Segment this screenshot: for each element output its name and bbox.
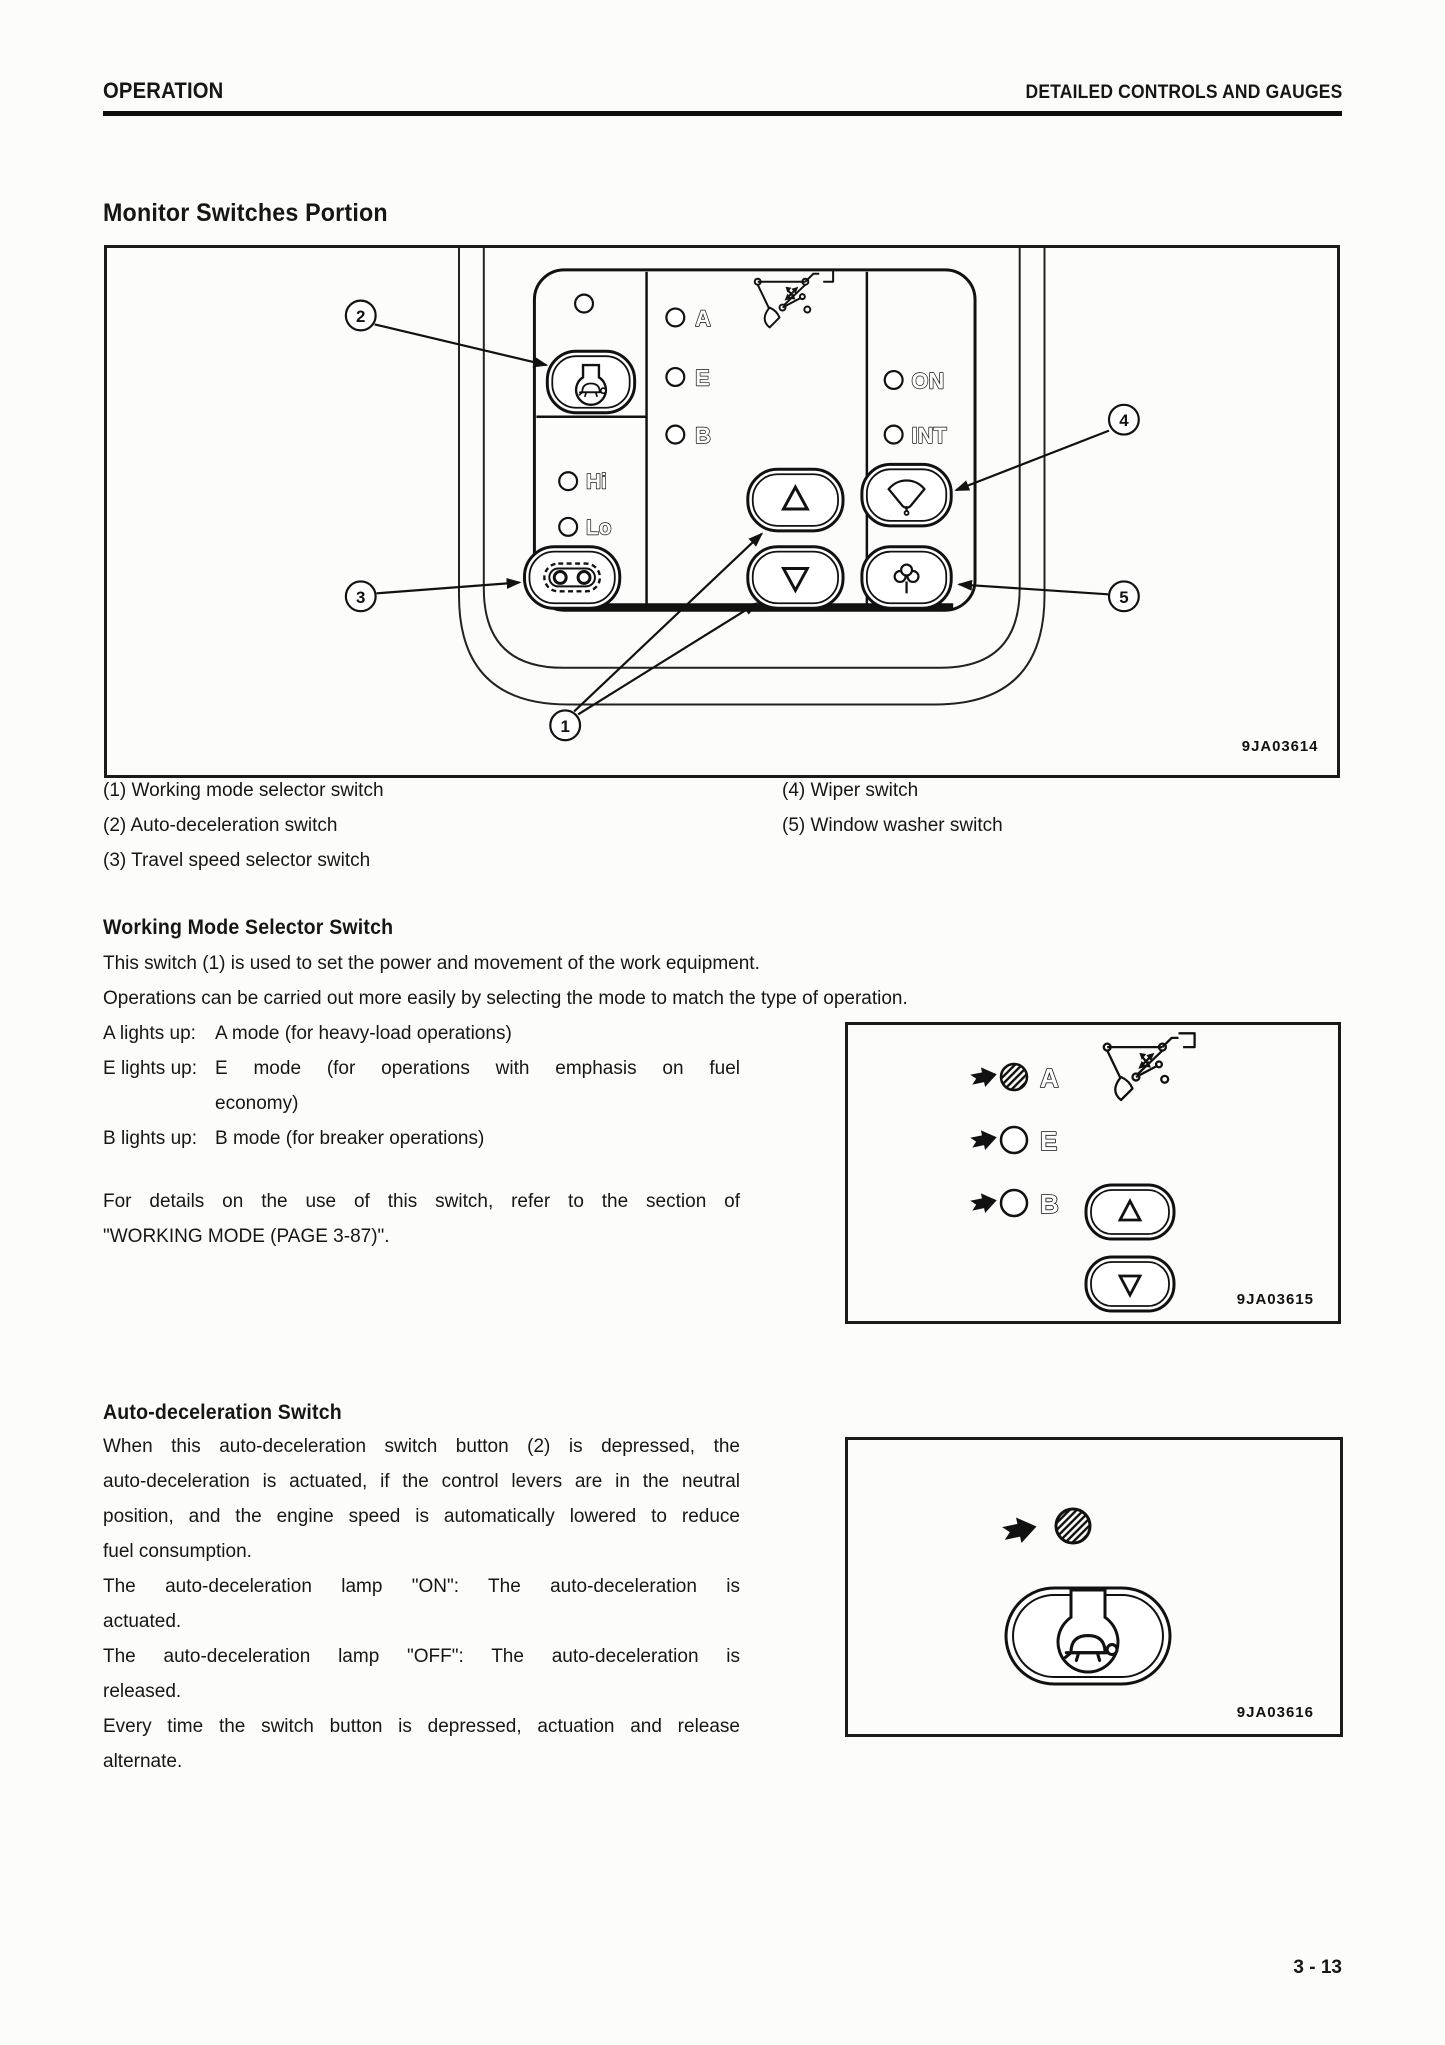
callout-4: [956, 405, 1139, 490]
figure-code: 9JA03616: [1236, 1704, 1314, 1721]
auto-deceleration-button: [547, 351, 634, 413]
svg-text:4: 4: [1119, 411, 1129, 431]
callout-5: [959, 581, 1139, 611]
page-number: 3 - 13: [1293, 1957, 1342, 1978]
mode-e-label: E: [1040, 1126, 1058, 1156]
wiper-int-lamp: [885, 423, 948, 448]
callout-3: [346, 581, 520, 611]
paragraph-line: This switch (1) is used to set the power and movement of the work equipment.: [103, 953, 760, 974]
callout-2: [346, 301, 546, 366]
mode-b-indicator: [969, 1189, 1059, 1219]
mode-a-label: A: [695, 305, 711, 331]
mode-b-label: B: [1040, 1189, 1059, 1219]
paragraph: The auto-deceleration lamp "ON": The auto-deceleration is actuated.: [103, 1576, 740, 1632]
mode-a-label: A: [1040, 1063, 1059, 1093]
auto-deceleration-button: [1006, 1588, 1170, 1684]
header-rule: [103, 111, 1342, 116]
mode-e-label: E: [695, 365, 710, 391]
page-title: Monitor Switches Portion: [103, 199, 388, 227]
reference-paragraph: For details on the use of this switch, refer to the section of "WORKING MODE (PAGE 3-87)".: [103, 1191, 740, 1247]
paragraph: When this auto-deceleration switch button (2) is depressed, the auto-deceleration is actuated, if the control levers are in the neutral position, and the engine speed is automatically lowered to reduce fuel consumption.: [103, 1436, 740, 1562]
svg-text:2: 2: [356, 306, 366, 326]
mode-down-button: [1086, 1257, 1174, 1311]
pointer-arrow-icon: [969, 1065, 999, 1090]
legend-item: (3) Travel speed selector switch: [103, 850, 371, 871]
figure-legend-col1: [103, 773, 384, 878]
mode-e-indicator: [969, 1126, 1057, 1156]
svg-text:5: 5: [1119, 587, 1129, 607]
lamp-lit: [1056, 1509, 1090, 1543]
mode-down-button: [748, 547, 843, 609]
legend-item: (1) Working mode selector switch: [103, 780, 384, 801]
figure-legend-col2: [782, 773, 1003, 843]
lamp-off: [1001, 1190, 1027, 1216]
figure-monitor-switches: [104, 245, 1340, 778]
mode-a-row: A lights up: A mode (for heavy-load operations): [103, 1023, 512, 1044]
working-mode-drawing: [848, 1025, 1332, 1315]
wiper-on-lamp: [885, 368, 945, 393]
washer-button: [862, 547, 951, 609]
pointer-arrow-icon: [1001, 1514, 1039, 1546]
wiper-int-label: INT: [911, 423, 947, 449]
mode-b-row: B lights up: B mode (for breaker operations): [103, 1128, 485, 1149]
lamp-off: [1001, 1127, 1027, 1153]
auto-decel-drawing: [848, 1440, 1334, 1728]
wiper-on-label: ON: [911, 368, 945, 394]
paragraph-line: Operations can be carried out more easily by selecting the mode to match the type of operation.: [103, 988, 908, 1009]
figure-code: 9JA03614: [1241, 739, 1319, 756]
section-heading-auto-decel: Auto-deceleration Switch: [103, 1401, 342, 1424]
mode-e-row: E lights up: E mode (for operations with emphasis on fuel economy): [103, 1058, 740, 1114]
legend-item: (2) Auto-deceleration switch: [103, 815, 338, 836]
auto-decel-lamp-indicator: [1001, 1509, 1090, 1546]
svg-text:1: 1: [560, 716, 570, 736]
auto-decel-lamp: [575, 295, 593, 313]
legend-item: (5) Window washer switch: [782, 815, 1003, 836]
lamp-lit: [1001, 1064, 1027, 1090]
figure-auto-decel-switch: [845, 1437, 1343, 1737]
mode-up-button: [1086, 1185, 1174, 1239]
monitor-panel-drawing: [107, 248, 1331, 769]
svg-text:3: 3: [356, 587, 366, 607]
paragraph: The auto-deceleration lamp "OFF": The auto-deceleration is released.: [103, 1646, 740, 1702]
mode-up-button: [748, 469, 843, 531]
wiper-button: [862, 464, 951, 526]
header-section-left: OPERATION: [103, 78, 224, 103]
mode-b-label: B: [695, 423, 711, 449]
travel-hi-label: Hi: [586, 470, 607, 494]
figure-working-mode-switch: [845, 1022, 1341, 1324]
legend-item: (4) Wiper switch: [782, 780, 919, 801]
auto-decel-body: [103, 1429, 740, 1779]
paragraph: Every time the switch button is depressed, actuation and release alternate.: [103, 1716, 740, 1772]
excavator-icon: [1104, 1033, 1195, 1100]
figure-code: 9JA03615: [1236, 1291, 1314, 1308]
pointer-arrow-icon: [969, 1191, 999, 1216]
travel-lo-lamp: [559, 516, 611, 539]
travel-lo-label: Lo: [586, 516, 612, 540]
travel-speed-button: [524, 547, 619, 609]
header-section-right: DETAILED CONTROLS AND GAUGES: [1025, 82, 1342, 103]
mode-a-indicator: [969, 1063, 1059, 1093]
pointer-arrow-icon: [969, 1128, 999, 1153]
section-heading-working-mode: Working Mode Selector Switch: [103, 916, 394, 939]
